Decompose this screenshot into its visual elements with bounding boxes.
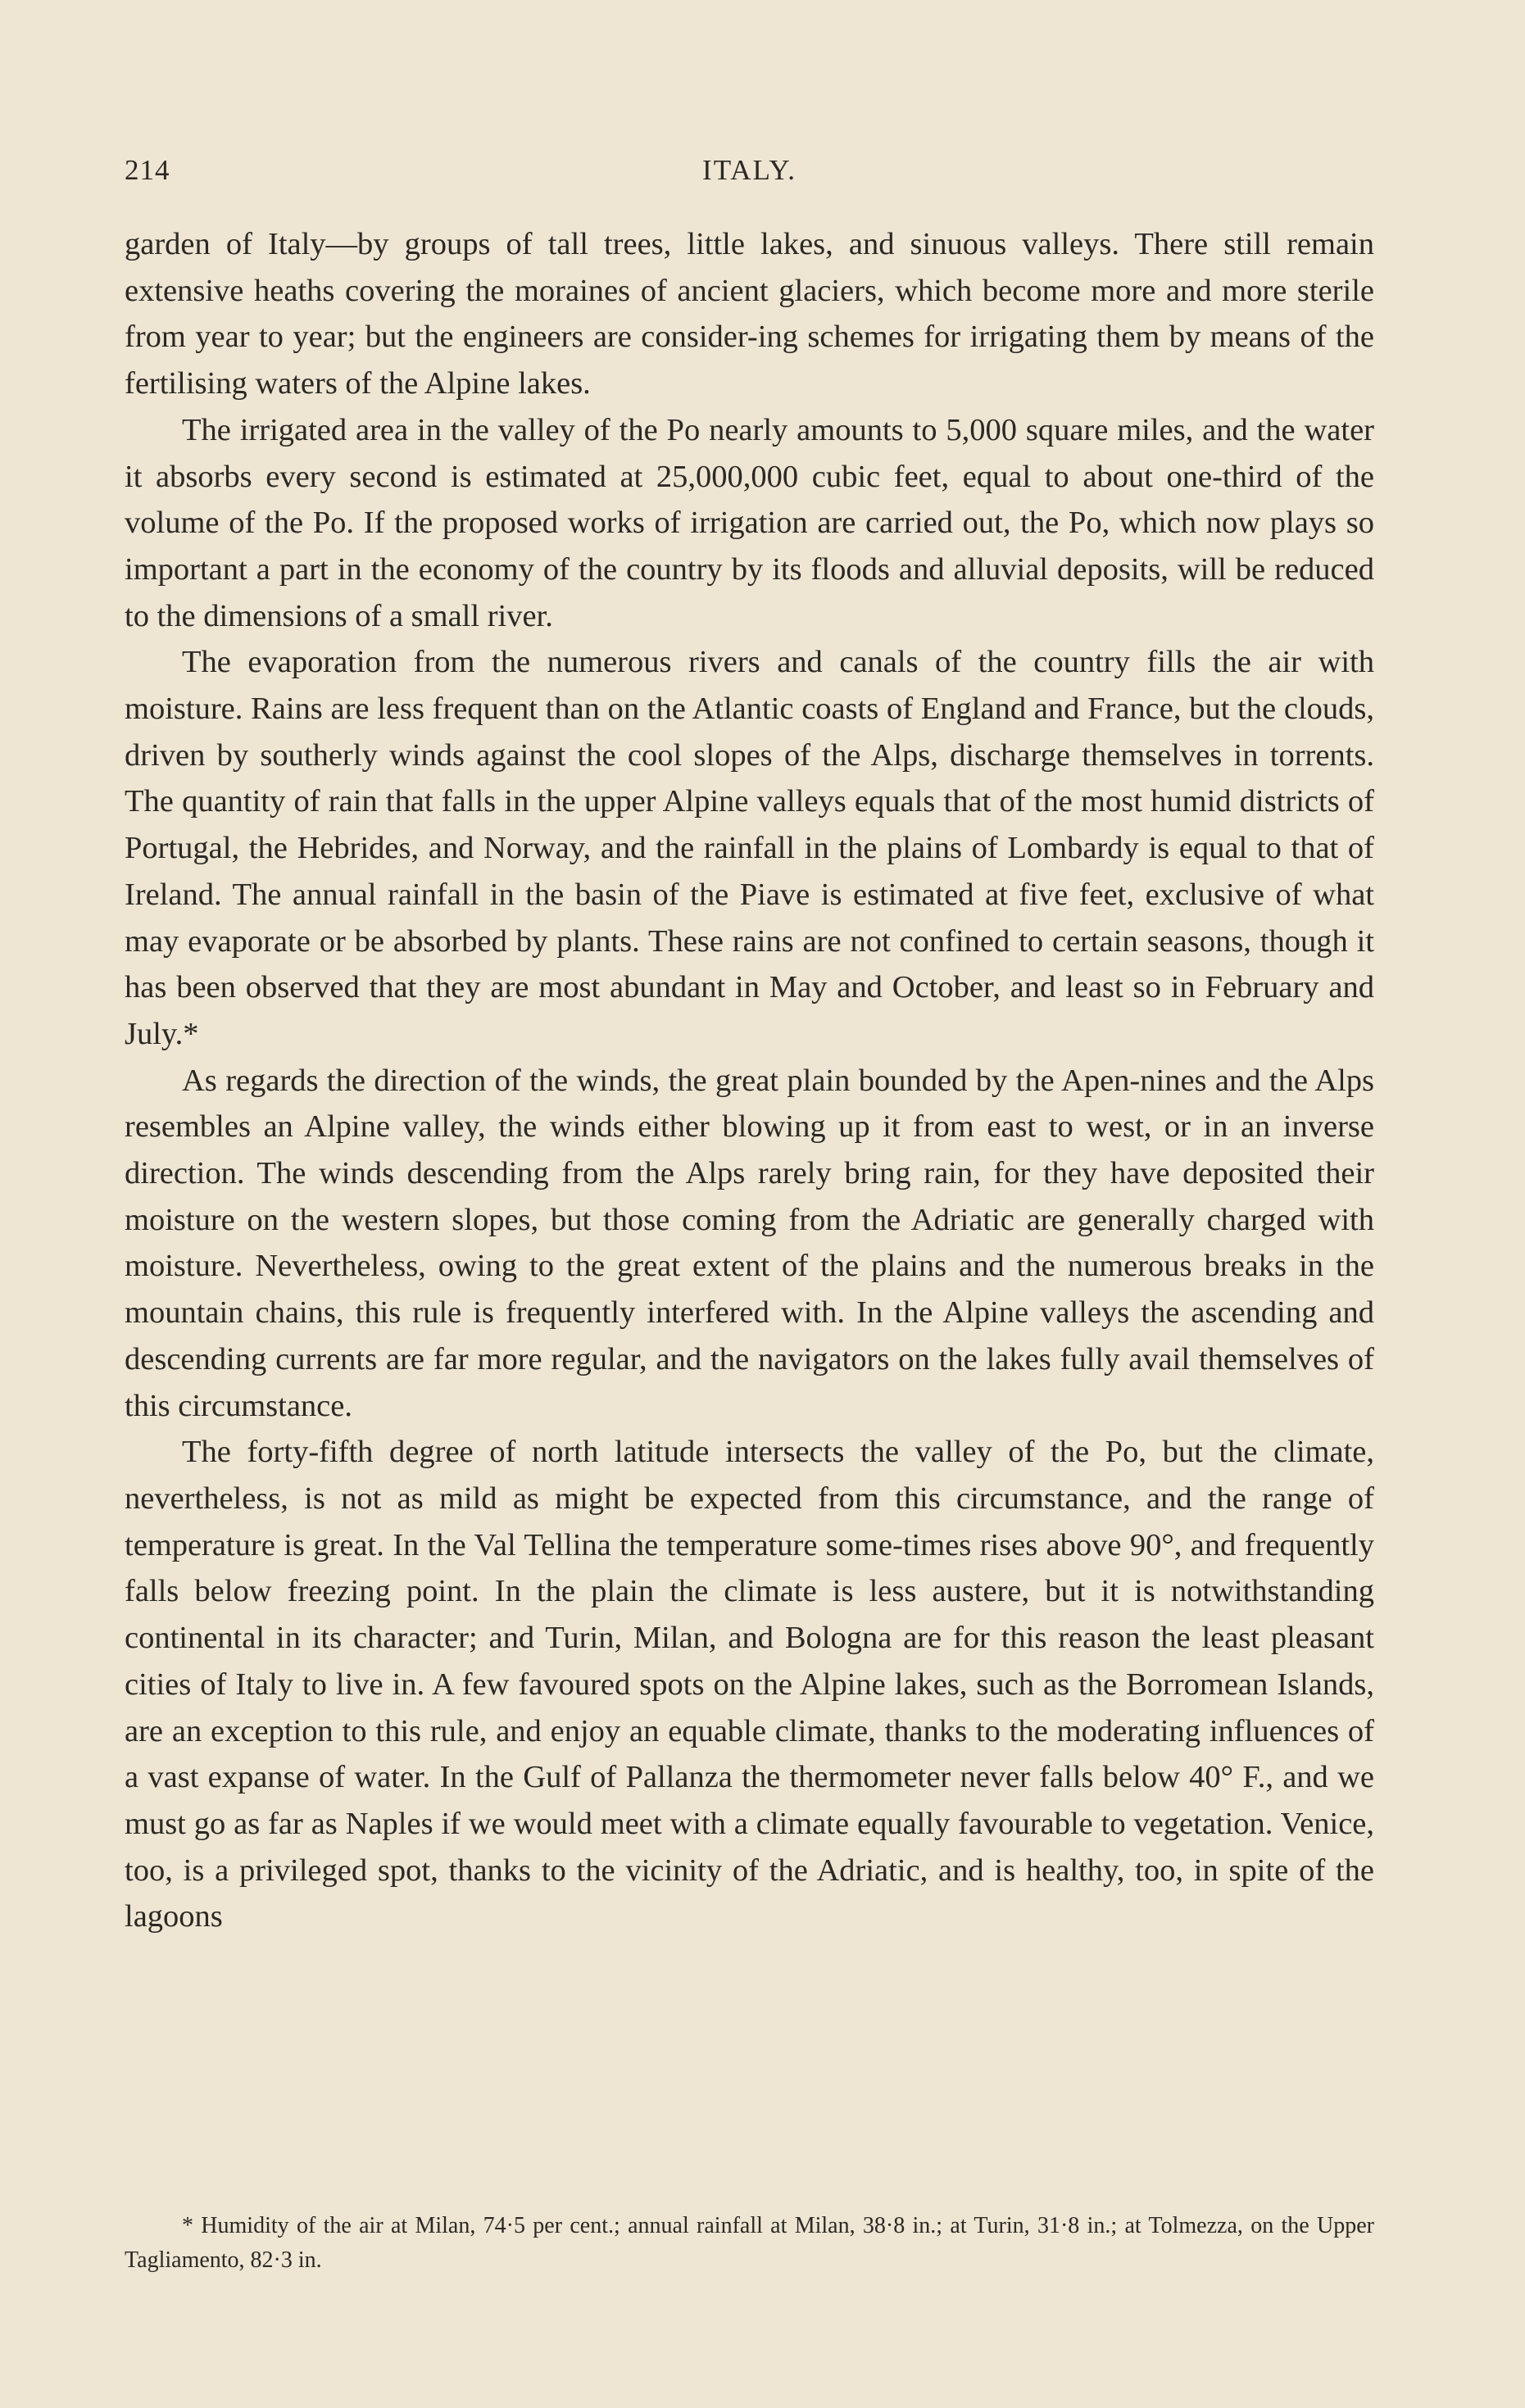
paragraph-climate: The forty-fifth degree of north latitude intersects the valley of the Po, but the climate, nevertheless, is not as mild as might be expected from this circumstance, and the range of temperature is great. In the Val Tellina the temperature some-times rises above 90°, and frequently falls below freezing point. In the plain the climate is less austere, but it is notwithstanding continental in its character; and Turin, Milan, and Bologna are for this reason the least pleasant cities of Italy to live in. A few favoured spots on the Alpine lakes, such as the Borromean Islands, are an exception to this rule, and enjoy an equable climate, thanks to the moderating influences of a vast expanse of water. In the Gulf of Pallanza the thermometer never falls below 40° F., and we must go as far as Naples if we would meet with a climate equally favourable to vegetation. Venice, too, is a privileged spot, thanks to the vicinity of the Adriatic, and is healthy, too, in spite of the lagoons	[125, 1435, 1374, 1934]
footnote-text: * Humidity of the air at Milan, 74·5 per cent.; annual rainfall at Milan, 38·8 in.; at Turin, 31·8 in.; at Tolmezza, on the Upper Tagliamento, 82·3 in.	[125, 2213, 1374, 2273]
paragraph-continued: garden of Italy—by groups of tall trees, little lakes, and sinuous valleys. There still remain extensive heaths covering the moraines of ancient glaciers, which become more and more sterile from year to year; but the engineers are consider-ing schemes for irrigating them by means of the fertilising waters of the Alpine lakes.	[125, 227, 1374, 401]
paragraph-rainfall: The evaporation from the numerous rivers and canals of the country fills the air with moisture. Rains are less frequent than on the Atlantic coasts of England and France, but the clouds, driven by southerly winds against the cool slopes of the Alps, discharge themselves in torrents. The quantity of rain that falls in the upper Alpine valleys equals that of the most humid districts of Portugal, the Hebrides, and Norway, and the rainfall in the plains of Lombardy is equal to that of Ireland. The annual rainfall in the basin of the Piave is estimated at five feet, exclusive of what may evaporate or be absorbed by plants. These rains are not confined to certain seasons, though it has been observed that they are most abundant in May and October, and least so in February and July.*	[125, 645, 1374, 1051]
paragraph-irrigation: The irrigated area in the valley of the Po nearly amounts to 5,000 square miles, and the water it absorbs every second is estimated at 25,000,000 cubic feet, equal to about one-third of the volume of the Po. If the proposed works of irrigation are carried out, the Po, which now plays so important a part in the economy of the country by its floods and alluvial deposits, will be reduced to the dimensions of a small river.	[125, 412, 1374, 633]
page-header	[125, 154, 1374, 192]
running-title: ITALY.	[702, 154, 797, 186]
footnote	[125, 2209, 1374, 2278]
paragraph-winds: As regards the direction of the winds, the great plain bounded by the Apen-nines and the Alps resembles an Alpine valley, the winds either blowing up it from east to west, or in an inverse direction. The winds descending from the Alps rarely bring rain, for they have deposited their moisture on the western slopes, but those coming from the Adriatic are generally charged with moisture. Nevertheless, owing to the great extent of the plains and the numerous breaks in the mountain chains, this rule is frequently interfered with. In the Alpine valleys the ascending and descending currents are far more regular, and the navigators on the lakes fully avail themselves of this circumstance.	[125, 1063, 1374, 1423]
body-text	[125, 221, 1374, 1940]
page-number: 214	[125, 154, 170, 186]
